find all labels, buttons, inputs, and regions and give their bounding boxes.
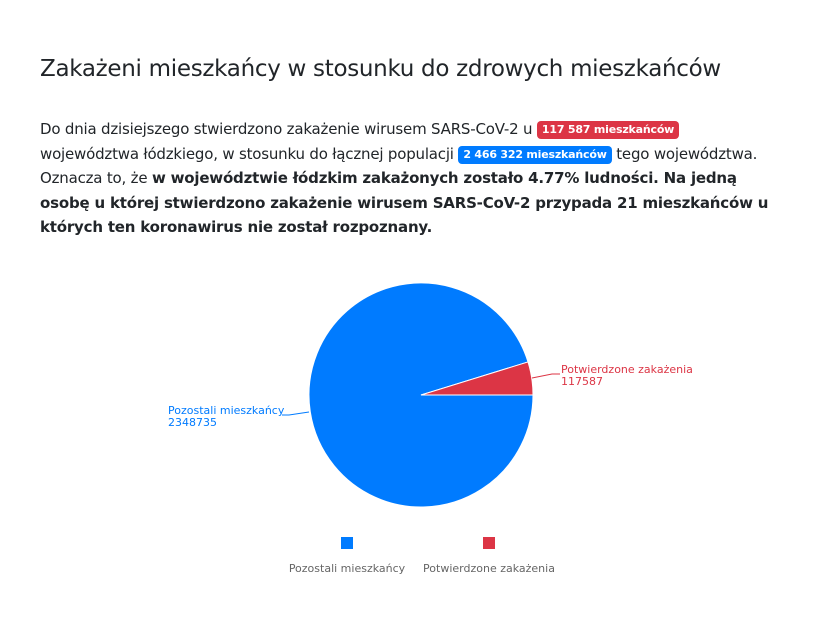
summary-text-3: tego województwa. Oznacza to, że <box>40 144 758 187</box>
remaining-value: 2348735 <box>168 416 217 429</box>
confirmed-label: Potwierdzone zakażenia <box>561 363 693 376</box>
page-title: Zakażeni mieszkańcy w stosunku do zdrowych mieszkańców <box>40 56 721 82</box>
legend-item[interactable] <box>399 537 579 576</box>
remaining-leader-line <box>282 412 309 415</box>
remaining-label: Pozostali mieszkańcy <box>168 404 285 417</box>
infected-count-badge: 117 587 mieszkańców <box>537 121 679 139</box>
chart-legend <box>0 537 831 577</box>
legend-swatch <box>483 537 495 549</box>
summary-bold-text: w województwie łódzkim zakażonych zostało 4.77% ludności. Na jedną osobę u której stwierdzono zakażenie wirusem SARS-CoV-2 przypada 21 mieszkańców u których ten koronawirus nie został rozpoznany. <box>40 169 769 236</box>
population-count-badge: 2 466 322 mieszkańców <box>458 146 611 164</box>
confirmed-value: 117587 <box>561 375 603 388</box>
legend-swatch <box>341 537 353 549</box>
summary-text-1: Do dnia dzisiejszego stwierdzono zakażenie wirusem SARS-CoV-2 u <box>40 120 537 138</box>
summary-text-2: województwa łódzkiego, w stosunku do łącznej populacji <box>40 144 459 163</box>
legend-label: Potwierdzone zakażenia <box>423 562 555 575</box>
legend-label: Pozostali mieszkańcy <box>288 562 406 575</box>
confirmed-leader-line <box>532 374 560 378</box>
